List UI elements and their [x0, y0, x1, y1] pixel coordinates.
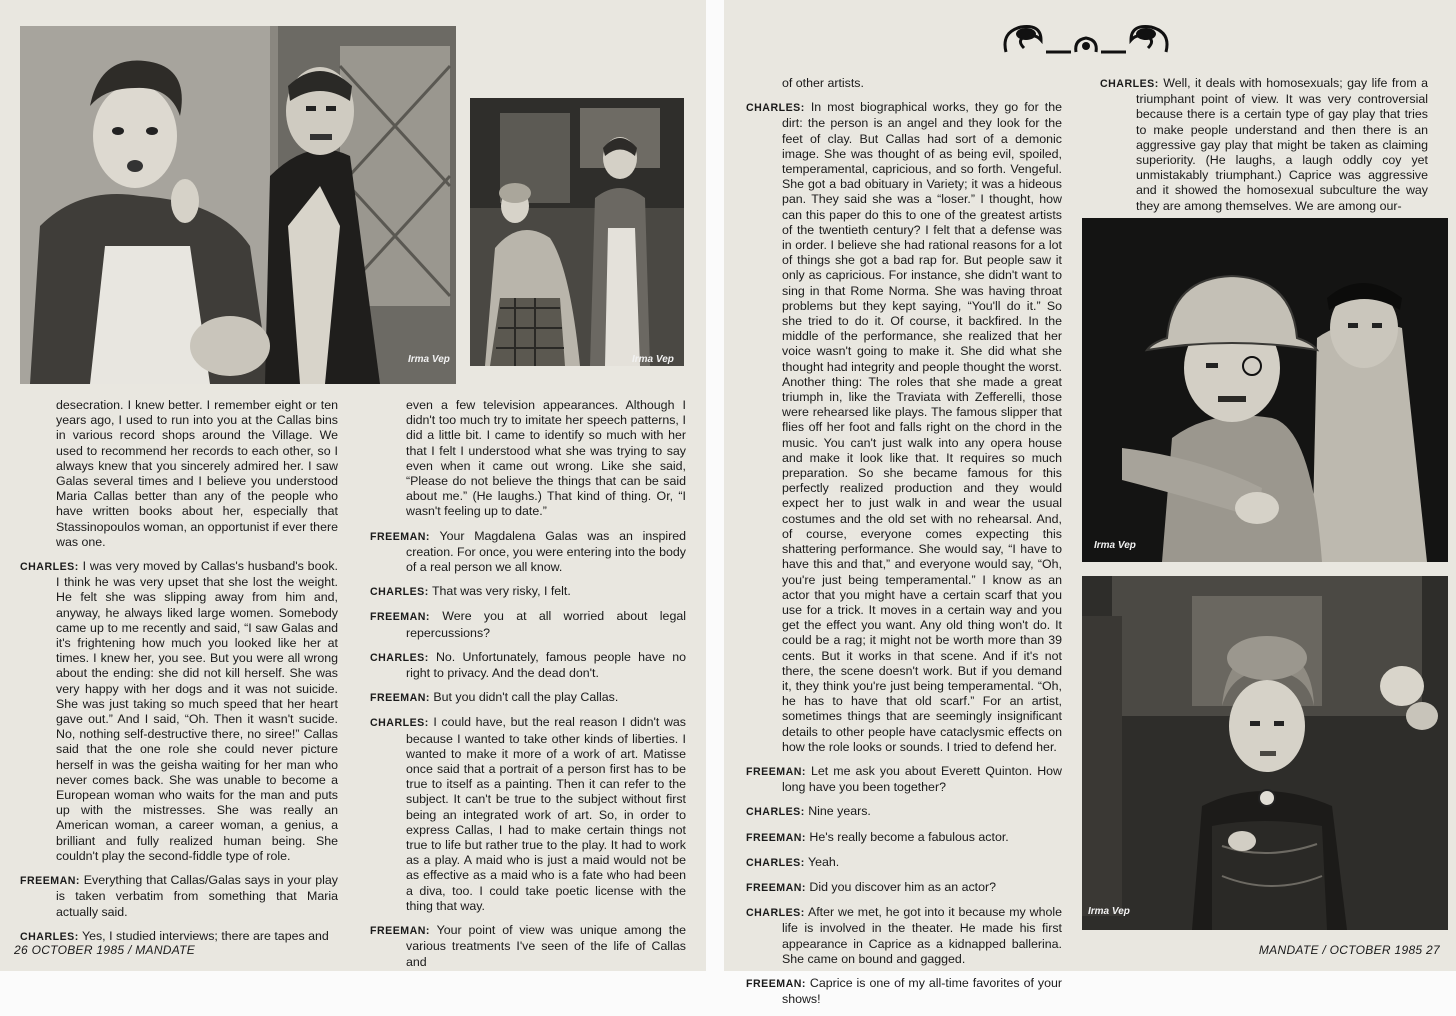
speech [370, 650, 686, 681]
speaker-label: CHARLES : [20, 561, 79, 573]
speech-text: Yes, I studied interviews; there are tapes and [81, 928, 329, 943]
speech-text: But you didn't call the play Callas. [433, 690, 619, 705]
speaker-label: FREEMAN : [370, 611, 430, 623]
speech-text: Were you at all worried about legal repercussions? [406, 609, 686, 640]
speaker-label: FREEMAN : [370, 692, 430, 704]
ornament-icon [996, 12, 1176, 64]
speech [370, 609, 686, 640]
speech [746, 804, 1062, 820]
right-page [724, 0, 1456, 1007]
speech-text: In most biographical works, they go for the dirt: the person is an angel and they look for the feet of clay. But Callas had sort of a demonic image. She was thought of as being evil, spoiled, temperamental, capricious, and so forth. Vengeful. She got a bad obituary in Variety; it was a hideous pan. They said she was a “loser.” I thought, how can this paper do this to one of the greatest artists of the twentieth century? I felt that a defense was in order. I believe she had rational reasons for a lot of things she got a bad rap for. But people saw it only as capricious. For instance, she didn't want to sing in that Rome Norma. She was having throat problems but they kept saying, “You'll do it.” So she tried to do it. Of course, it backfired. In the middle of the performance, she realized that her voice wasn't going to make it. She did what she thought had integrity and people thought the worst. Another thing: The roles that she made a great triumph in, like the Traviata with Zefferelli, those were rehearsed like plays. The famous slipper that flies off her foot and falls right on the chord in the music. You can't just walk into any opera house and make it look like that. It requires so much preparation. So she became famous for this perfectly realized production and they would expect her to just walk in and wear the usual costumes and the old set with no rehearsal. And, of course, everyone comes expecting this shattering performance. She would say, “I have to have this and that,” and everyone would say, “Oh, you're just being temperamental.” I know as an actor that you might have a certain scarf that you use for a trick. It moves in a certain way and you get the effect you want. Any old thing won't do. It could be a rag; it might not be worth more than 39 cents. But it works in that scene. And if it's not there, the scene doesn't work. But if you demand it, they think you're just being temperamental. “Oh, he has to have that old scarf.” For an artist, sometimes things that are seemingly insignificant details to other people have cataclysmic effects on how the role looks or sounds. I tried to defend her. [782, 100, 1062, 754]
photo-caption: Irma Vep [1094, 540, 1136, 551]
speaker-label: FREEMAN : [746, 832, 806, 844]
photo-maid-and-vampire [20, 26, 456, 384]
speech-text: Yeah. [807, 854, 840, 869]
speaker-label: CHARLES : [370, 717, 429, 729]
speaker-label: CHARLES : [746, 907, 805, 919]
speech-text: Everything that Callas/Galas says in your play is taken verbatim from something that Maria actually said. [56, 873, 338, 919]
speech-text: That was very risky, I felt. [431, 584, 571, 599]
speaker-label: FREEMAN : [746, 882, 806, 894]
page-folio: 26 OCTOBER 1985 / MANDATE [14, 943, 196, 957]
speech [746, 880, 1062, 896]
speech-text: I could have, but the real reason I didn't was because I wanted to take other kinds of liberties. I wanted to make it more of a work of art. Matisse once said that a portrait of a person first has to be true to itself as a painting. Then it can refer to the subject. It can't be true to the subject without first being an integrated work of art. So, in order to express Callas, I had to make certain things not true to life but rather true to the play. It had to work as a play. A maid who is just a maid would not be as effective as a maid who is a fate who had been a diva, too. I could take poetic license with the thing that way. [406, 715, 686, 913]
left-column-1 [20, 398, 338, 954]
speaker-label: CHARLES : [370, 652, 429, 664]
speech [20, 873, 338, 920]
speaker-label: CHARLES : [20, 931, 79, 943]
speaker-label: FREEMAN : [370, 925, 430, 937]
speaker-label: CHARLES : [1100, 78, 1159, 90]
photo-caption: Irma Vep [632, 354, 674, 365]
speaker-label: FREEMAN : [746, 766, 806, 778]
speech-text: Your point of view was unique among the various treatments I've seen of the life of Callas and [406, 923, 686, 969]
right-column-2 [1100, 76, 1428, 223]
speech [370, 715, 686, 914]
speech [746, 830, 1062, 846]
paragraph: of other artists. [782, 76, 864, 90]
speech [746, 855, 1062, 871]
paragraph: even a few television appearances. Although I didn't too much try to imitate her speech patterns, I did a little bit. I came to identify so much with her that I felt I understood what she was trying to say even when it came out wrong. Like she said, “Please do not believe the things that can be said about me.” (He laughs.) That kind of thing. Or, “I wasn't feeling up to date.” [406, 398, 686, 519]
photo-woman-portrait [1082, 576, 1448, 930]
speech [370, 690, 686, 706]
speech-text: Your Magdalena Galas was an inspired creation. For once, you were entering into the body of a real person we all know. [406, 528, 687, 575]
speech-text: Nine years. [808, 804, 871, 819]
speech-text: After we met, he got into it because my whole life is involved in the theater. He made his first appearance in Caprice as a kidnapped ballerina. She came on bound and gagged. [782, 905, 1062, 966]
speech-text: Well, it deals with homosexuals; gay life from a triumphant point of view. It was very controversial because there is a certain type of gay play that tries to make people understand and then there is an aggressive gay play that might be taken as claiming superiority. (He laughs, a laugh oddly coy yet unmistakably triumphant.) Caprice was aggressive and it showed the homosexual subculture the way they are among themselves. We are among our- [1136, 76, 1428, 213]
speech-text: I was very moved by Callas's husband's book. I think he was very upset that she lost the weight. He felt she was slipping away from him and, anyway, he always liked large women. Somebody came up to me recently and said, “I saw Galas and it's frightening how much you looked like her at times. I knew her, you see. But you were all wrong about the ending: she did not kill herself. She was very happy with her dogs and it was not suicide. She was just taking so much speed that her heart gave out.” And I said, “Oh. Then it wasn't sucide. No, nothing self-destructive there, no siree!” Callas said that the one role she could never picture herself in was the geisha waiting for her man who never comes back. She was unable to become a European woman who waits for the man and puts up with the mistresses. She was really an American woman, a career woman, a genius, a brilliant and fully realized human being. She couldn't play the second-fiddle type of role. [56, 559, 338, 863]
speech [746, 764, 1062, 795]
speaker-label: FREEMAN : [746, 978, 806, 990]
photo-pith-helmet-duo [1082, 218, 1448, 562]
speech [370, 529, 686, 576]
speech [370, 584, 686, 600]
speaker-label: FREEMAN : [370, 531, 430, 543]
photo-maid-and-vampire-image [20, 26, 456, 384]
page-folio: MANDATE / OCTOBER 1985 27 [1258, 943, 1440, 957]
photo-woman-portrait-image [1082, 576, 1448, 930]
photo-pith-helmet-duo-image [1082, 218, 1448, 562]
speech-text: Caprice is one of my all-time favorites of your shows! [782, 975, 1062, 1007]
paragraph: desecration. I knew better. I remember eight or ten years ago, I used to run into you at the Callas bins in various record shops around the Village. We used to recommend her records to each other, so I always knew that you sincerely admired her. I saw Galas several times and I believe you understood Maria Callas better than any of the people who have written books about her, especially that Stassinopoulos woman, an opportunist if ever there was one. [56, 398, 338, 549]
photo-caption: Irma Vep [1088, 906, 1130, 917]
photo-parlor-scene [470, 98, 684, 366]
speech [1100, 76, 1428, 214]
speech [746, 100, 1062, 755]
left-column-2 [370, 398, 686, 979]
photo-parlor-scene-image [470, 98, 684, 366]
right-column-1 [746, 76, 1062, 1016]
speech-text: Did you discover him as an actor? [809, 879, 997, 894]
speech [746, 976, 1062, 1007]
speaker-label: CHARLES : [746, 102, 805, 114]
speaker-label: FREEMAN : [20, 875, 80, 887]
speech-text: Let me ask you about Everett Quinton. How long have you been together? [782, 763, 1062, 795]
speech [20, 559, 338, 864]
speech [370, 923, 686, 970]
speech-text: No. Unfortunately, famous people have no right to privacy. And the dead don't. [406, 649, 686, 681]
speaker-label: CHARLES : [370, 586, 429, 598]
photo-caption: Irma Vep [408, 354, 450, 365]
speech [746, 905, 1062, 967]
speaker-label: CHARLES : [746, 806, 805, 818]
speaker-label: CHARLES : [746, 857, 805, 869]
left-page [0, 0, 706, 971]
speech-text: He's really become a fabulous actor. [809, 829, 1009, 844]
